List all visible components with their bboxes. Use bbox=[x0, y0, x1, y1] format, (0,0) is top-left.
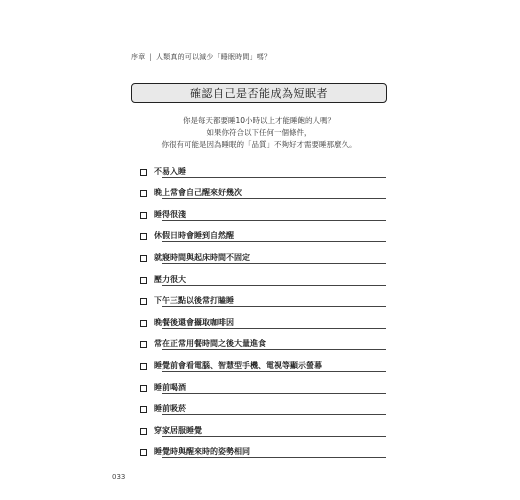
checklist-item-label: 常在正常用餐時間之後大量進食 bbox=[154, 339, 266, 349]
intro-paragraph bbox=[131, 115, 387, 151]
checklist-item-label: 睡覺前會看電腦、智慧型手機、電視等顯示螢幕 bbox=[154, 360, 322, 370]
checkbox[interactable] bbox=[140, 449, 147, 456]
checklist-item-label: 不易入睡 bbox=[154, 166, 186, 176]
checklist bbox=[140, 160, 386, 462]
underline-rule bbox=[162, 263, 386, 264]
intro-line: 你是每天都要睡10小時以上才能睡飽的人嗎？ bbox=[182, 116, 336, 125]
checkbox[interactable] bbox=[140, 233, 147, 240]
checklist-item-label: 睡得很淺 bbox=[154, 209, 186, 219]
checklist-item-label: 下午三點以後常打瞌睡 bbox=[154, 296, 234, 306]
checkbox[interactable] bbox=[140, 212, 147, 219]
checklist-item-label: 休假日時會睡到自然醒 bbox=[154, 231, 234, 241]
checkbox[interactable] bbox=[140, 190, 147, 197]
checkbox[interactable] bbox=[140, 277, 147, 284]
underline-rule bbox=[162, 328, 386, 329]
checklist-item bbox=[140, 182, 386, 204]
checklist-item bbox=[140, 268, 386, 290]
checkbox[interactable] bbox=[140, 169, 147, 176]
checklist-item bbox=[140, 290, 386, 312]
underline-rule bbox=[162, 198, 386, 199]
checkbox[interactable] bbox=[140, 298, 147, 305]
checklist-item bbox=[140, 225, 386, 247]
underline-rule bbox=[162, 393, 386, 394]
underline-rule bbox=[162, 436, 386, 437]
underline-rule bbox=[162, 414, 386, 415]
checkbox[interactable] bbox=[140, 385, 147, 392]
checkbox[interactable] bbox=[140, 320, 147, 327]
checklist-item bbox=[140, 311, 386, 333]
section-title: 確認自己是否能成為短眠者 bbox=[190, 87, 328, 100]
checklist-item bbox=[140, 246, 386, 268]
checklist-item bbox=[140, 398, 386, 420]
checklist-item-label: 晚餐後還會攝取咖啡因 bbox=[154, 317, 234, 327]
underline-rule bbox=[162, 371, 386, 372]
checkbox[interactable] bbox=[140, 428, 147, 435]
checklist-item-label: 穿家居服睡覺 bbox=[154, 425, 202, 435]
underline-rule bbox=[162, 457, 386, 458]
section-title-box bbox=[131, 83, 387, 103]
checklist-item-label: 壓力很大 bbox=[154, 274, 186, 284]
checkbox[interactable] bbox=[140, 255, 147, 262]
checklist-item bbox=[140, 203, 386, 225]
running-head-title: 人類真的可以減少「睡眠時間」嗎？ bbox=[155, 53, 272, 61]
checklist-item-label: 睡覺時與醒來時的姿勢相同 bbox=[154, 447, 250, 457]
checklist-item bbox=[140, 419, 386, 441]
underline-rule bbox=[162, 306, 386, 307]
underline-rule bbox=[162, 177, 386, 178]
running-head bbox=[131, 52, 271, 62]
underline-rule bbox=[162, 285, 386, 286]
checklist-item-label: 睡前吸菸 bbox=[154, 404, 186, 414]
running-head-separator: | bbox=[149, 53, 152, 61]
checklist-item bbox=[140, 333, 386, 355]
checkbox[interactable] bbox=[140, 363, 147, 370]
checklist-item-label: 就寢時間與起床時間不固定 bbox=[154, 252, 250, 262]
intro-line: 如果你符合以下任何一個條件， bbox=[206, 128, 312, 137]
checklist-item bbox=[140, 376, 386, 398]
checklist-item bbox=[140, 441, 386, 463]
underline-rule bbox=[162, 241, 386, 242]
checkbox[interactable] bbox=[140, 406, 147, 413]
running-head-chapter: 序章 bbox=[131, 53, 146, 61]
intro-line: 你很有可能是因為睡眠的「品質」不夠好才需要睡那麼久。 bbox=[161, 140, 357, 149]
checklist-item-label: 晚上常會自己醒來好幾次 bbox=[154, 188, 242, 198]
checklist-item bbox=[140, 354, 386, 376]
checklist-item bbox=[140, 160, 386, 182]
page-number: 033 bbox=[112, 473, 126, 481]
underline-rule bbox=[162, 220, 386, 221]
checklist-item-label: 睡前喝酒 bbox=[154, 382, 186, 392]
checkbox[interactable] bbox=[140, 341, 147, 348]
underline-rule bbox=[162, 349, 386, 350]
